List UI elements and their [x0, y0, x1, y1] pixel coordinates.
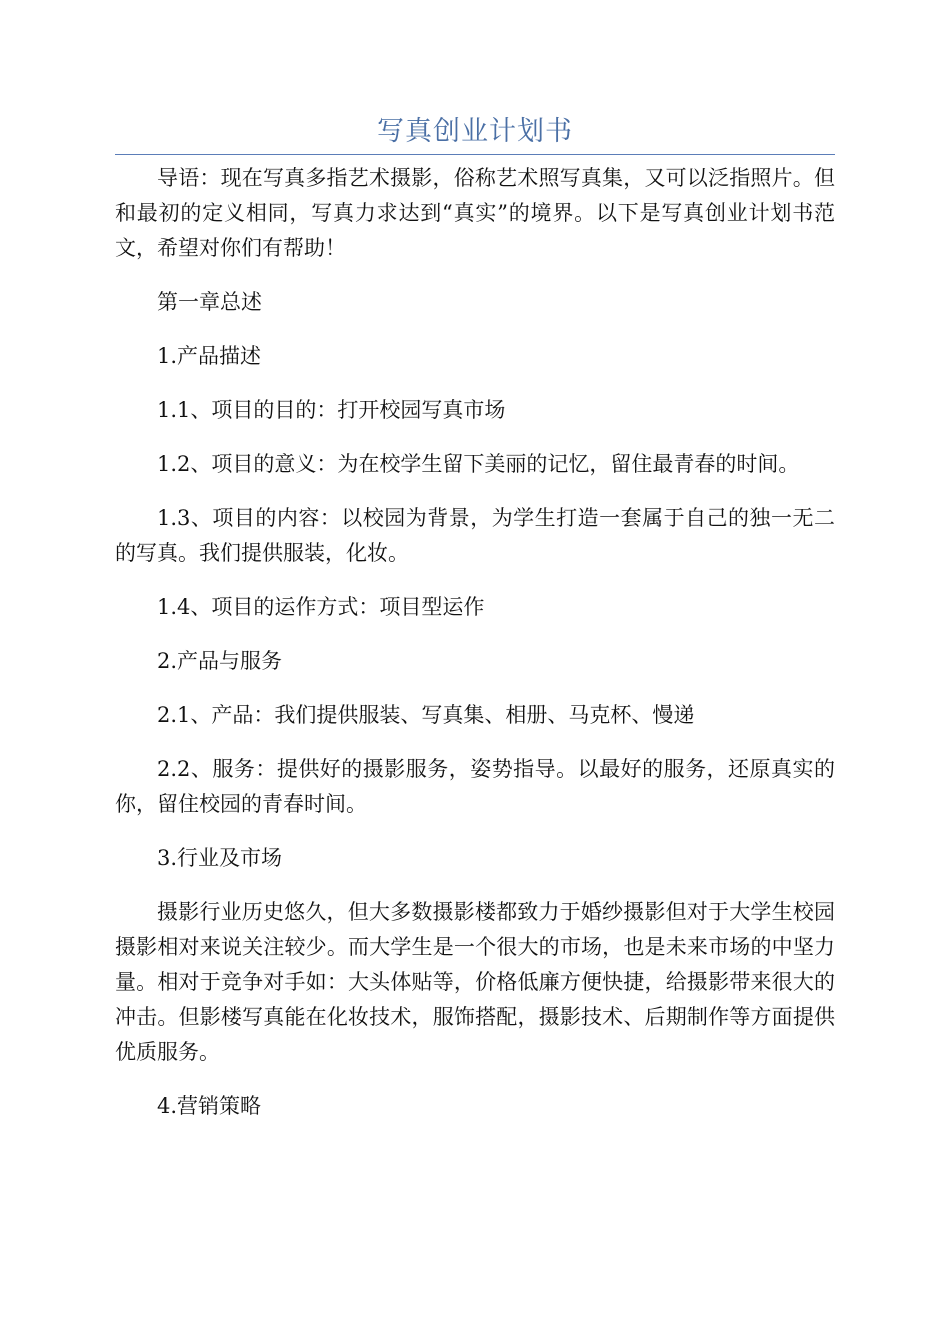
- section-heading: 2.产品与服务: [157, 649, 283, 673]
- body-paragraph: 2.2、服务：提供好的摄影服务，姿势指导。以最好的服务，还原真实的你，留住校园的青春时间。: [115, 757, 835, 816]
- document-body: [115, 161, 835, 1143]
- chapter-heading: 第一章总述: [157, 290, 262, 314]
- section-heading: 4.营销策略: [157, 1094, 262, 1118]
- body-paragraph: 摄影行业历史悠久，但大多数摄影楼都致力于婚纱摄影但对于大学生校园摄影相对来说关注较少。而大学生是一个很大的市场，也是未来市场的中坚力量。相对于竞争对手如：大头体贴等，价格低廉方便快捷，给摄影带来很大的冲击。但影楼写真能在化妆技术，服饰搭配，摄影技术、后期制作等方面提供优质服务。: [115, 900, 835, 1064]
- body-paragraph: 2.1、产品：我们提供服装、写真集、相册、马克杯、慢递: [157, 703, 695, 727]
- body-paragraph: 1.1、项目的目的：打开校园写真市场: [157, 398, 506, 422]
- document-title: 写真创业计划书: [377, 116, 573, 147]
- body-paragraph: 1.4、项目的运作方式：项目型运作: [157, 595, 485, 619]
- section-heading: 3.行业及市场: [157, 846, 283, 870]
- section-heading: 1.产品描述: [157, 344, 262, 368]
- intro-paragraph: 导语：现在写真多指艺术摄影，俗称艺术照写真集，又可以泛指照片。但和最初的定义相同，写真力求达到“真实”的境界。以下是写真创业计划书范文，希望对你们有帮助！: [115, 166, 835, 260]
- title-underline: [115, 154, 835, 155]
- body-paragraph: 1.3、项目的内容：以校园为背景，为学生打造一套属于自己的独一无二的写真。我们提供服装，化妆。: [115, 506, 835, 565]
- body-paragraph: 1.2、项目的意义：为在校学生留下美丽的记忆，留住最青春的时间。: [157, 452, 800, 476]
